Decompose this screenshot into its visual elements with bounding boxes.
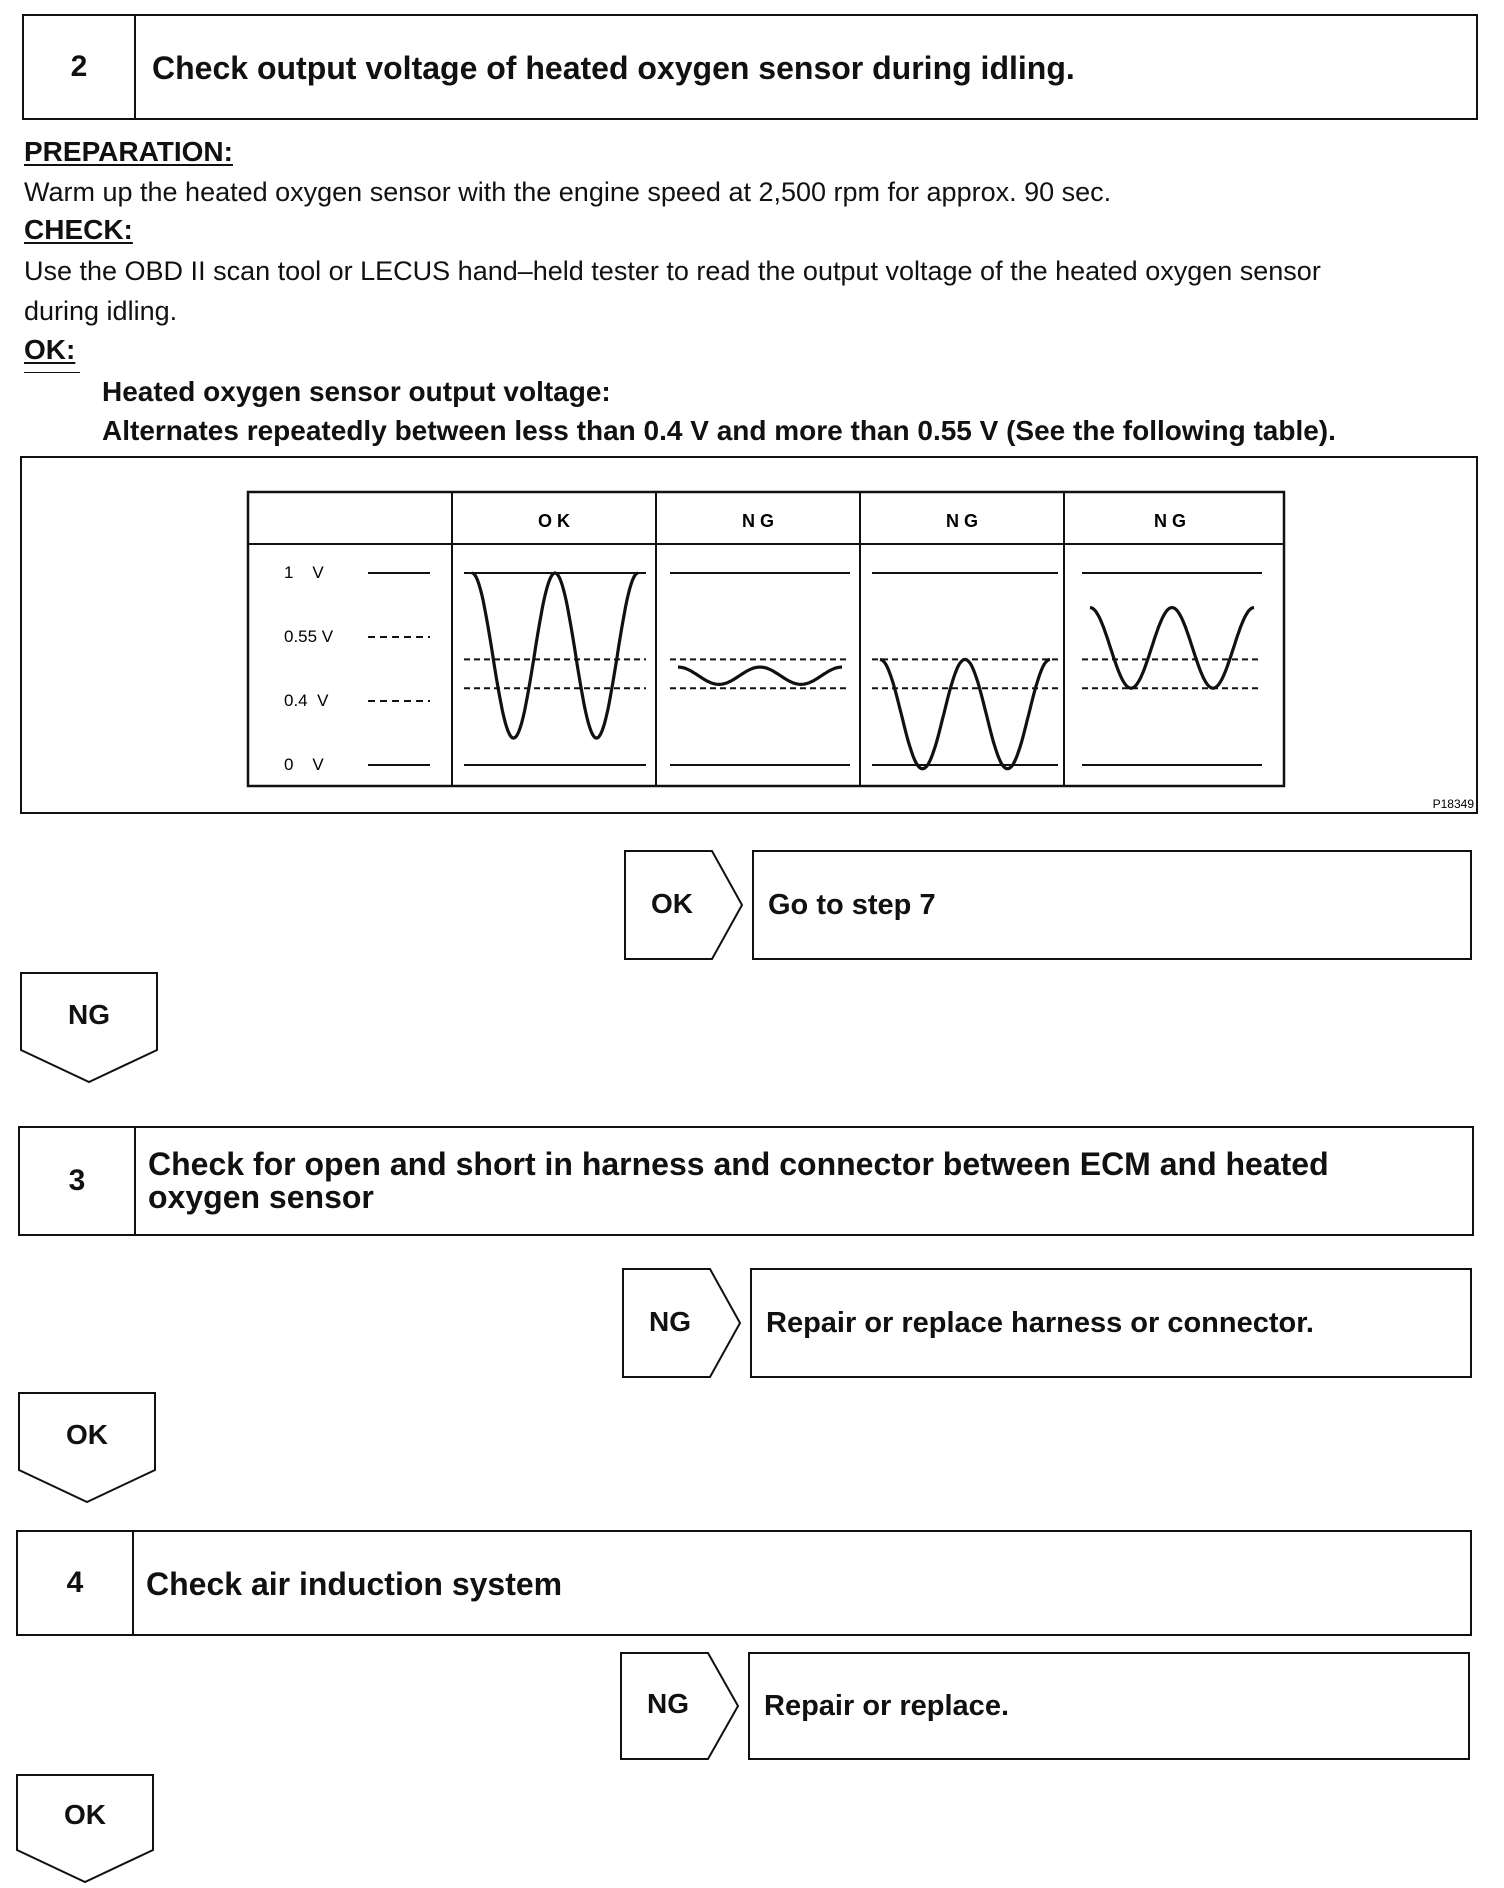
repair-or-replace-box: Repair or replace.	[748, 1652, 1470, 1760]
ok-chevron-label: OK	[651, 888, 693, 919]
preparation-text: Warm up the heated oxygen sensor with the engine speed at 2,500 rpm for approx. 90 sec.	[24, 177, 1112, 207]
waveform-cells	[464, 573, 1262, 769]
ok-label: OK:	[24, 334, 76, 365]
step-3-header	[18, 1126, 1474, 1236]
voltage-label-1v: 1 V	[284, 563, 324, 582]
waveform-table	[22, 458, 1480, 816]
step-4-header	[16, 1530, 1472, 1636]
waveform-ng-low	[880, 659, 1050, 768]
waveform-ng-narrow	[678, 667, 842, 684]
table-border	[248, 492, 1284, 786]
step-3-number: 3	[20, 1128, 136, 1234]
ok-down-arrow-label: OK	[66, 1419, 108, 1450]
ok-criteria-line-1: Heated oxygen sensor output voltage:	[102, 376, 611, 407]
ok-down-arrow-label: OK	[64, 1799, 106, 1830]
column-header-ng: N G	[1153, 511, 1187, 531]
preparation-label: PREPARATION:	[24, 136, 233, 167]
column-header-ng: N G	[945, 511, 979, 531]
waveform-figure-frame	[20, 456, 1478, 814]
waveform-ok	[472, 573, 638, 738]
check-text-line-2: during idling.	[24, 296, 178, 326]
step-3-title-line-2: oxygen sensor	[148, 1179, 374, 1215]
waveform-ng-high	[1090, 608, 1254, 689]
voltage-label-04v: 0.4 V	[284, 691, 329, 710]
step-2-title: Check output voltage of heated oxygen sensor during idling.	[152, 50, 1075, 86]
voltage-label-055v: 0.55 V	[284, 627, 334, 646]
figure-id: P18349	[1432, 797, 1474, 811]
step-4-title: Check air induction system	[146, 1566, 563, 1602]
repair-harness-box: Repair or replace harness or connector.	[750, 1268, 1472, 1378]
ng-down-arrow-label: NG	[68, 999, 110, 1030]
step-2-number: 2	[24, 16, 136, 118]
ok-label-rule	[24, 372, 80, 373]
ng-chevron-label: NG	[647, 1688, 689, 1719]
ok-criteria-line-2: Alternates repeatedly between less than 0.4 V and more than 0.55 V (See the following table).	[102, 415, 1336, 446]
step-4-number: 4	[18, 1532, 134, 1634]
ng-chevron-label: NG	[649, 1306, 691, 1337]
step-3-title-line-1: Check for open and short in harness and connector between ECM and heated	[148, 1146, 1329, 1182]
go-to-step-7-box: Go to step 7	[752, 850, 1472, 960]
voltage-label-0v: 0 V	[284, 755, 324, 774]
column-header-ng: N G	[741, 511, 775, 531]
check-label: CHECK:	[24, 214, 133, 245]
column-header-ok: O K	[537, 511, 571, 531]
step-2-header	[22, 14, 1478, 120]
check-text-line-1: Use the OBD II scan tool or LECUS hand–held tester to read the output voltage of the heated oxygen sensor	[24, 256, 1321, 286]
